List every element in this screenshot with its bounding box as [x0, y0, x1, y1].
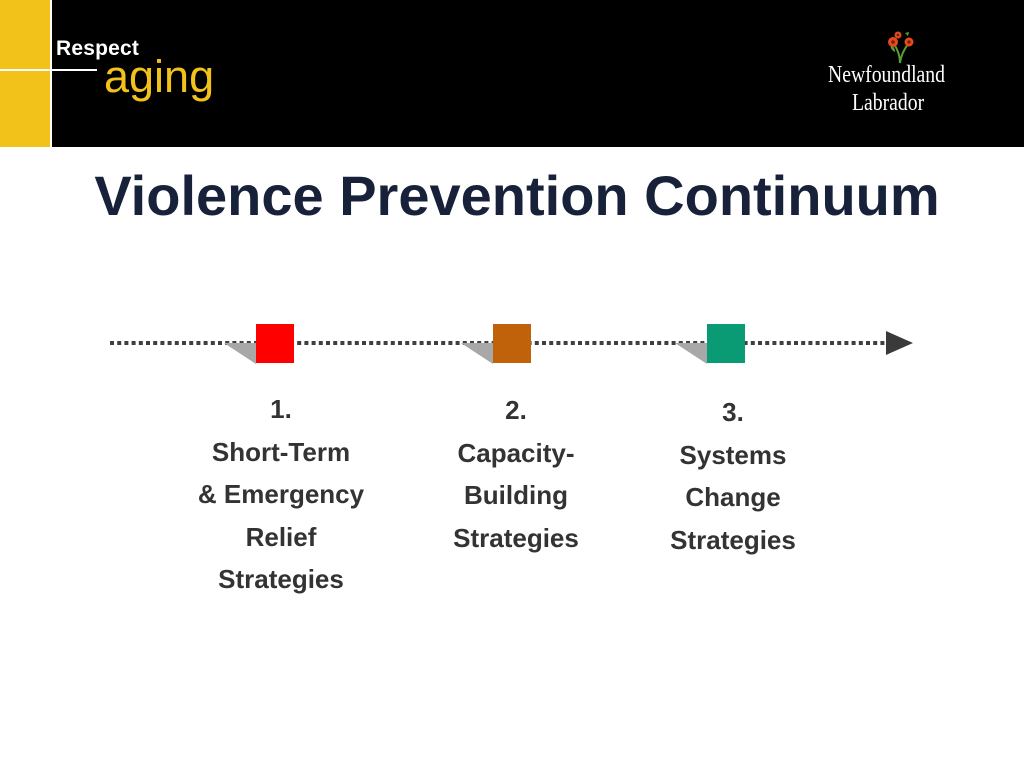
stage-3-marker — [707, 324, 745, 363]
stage-3-marker-shadow — [675, 343, 707, 364]
stage-1-line-1: Short-Term — [211, 436, 351, 467]
stage-3-line-1: Systems — [679, 439, 787, 470]
stage-2-line-3: Strategies — [453, 522, 579, 553]
stage-1-label — [171, 388, 391, 601]
stage-2-marker-shadow — [461, 343, 493, 364]
stage-1-marker — [256, 324, 294, 363]
stage-2-number: 2. — [505, 395, 527, 425]
stage-2-line-1: Capacity- — [457, 437, 575, 468]
logo-aging-text: aging — [104, 51, 215, 102]
stage-2-line-2: Building — [464, 480, 568, 510]
logo-respect-text: Respect — [56, 37, 140, 60]
continuum-arrowhead — [886, 331, 913, 355]
stage-3-label — [623, 391, 843, 561]
stage-3-line-2: Change — [685, 482, 781, 512]
stage-1-line-4: Strategies — [218, 564, 344, 594]
logo-labrador-text: Labrador — [852, 90, 925, 116]
stage-3-number: 3. — [722, 397, 744, 427]
stage-3-line-3: Strategies — [670, 524, 796, 555]
stage-1-line-2: & Emergency — [197, 479, 365, 509]
stage-1-marker-shadow — [224, 343, 256, 364]
logo-newfoundland-text: Newfoundland — [828, 62, 945, 88]
stage-2-label — [406, 389, 626, 559]
slide-title: Violence Prevention Continuum — [94, 164, 940, 227]
stage-1-line-3: Relief — [245, 521, 317, 552]
stage-2-marker — [493, 324, 531, 363]
stage-1-number: 1. — [270, 394, 292, 424]
